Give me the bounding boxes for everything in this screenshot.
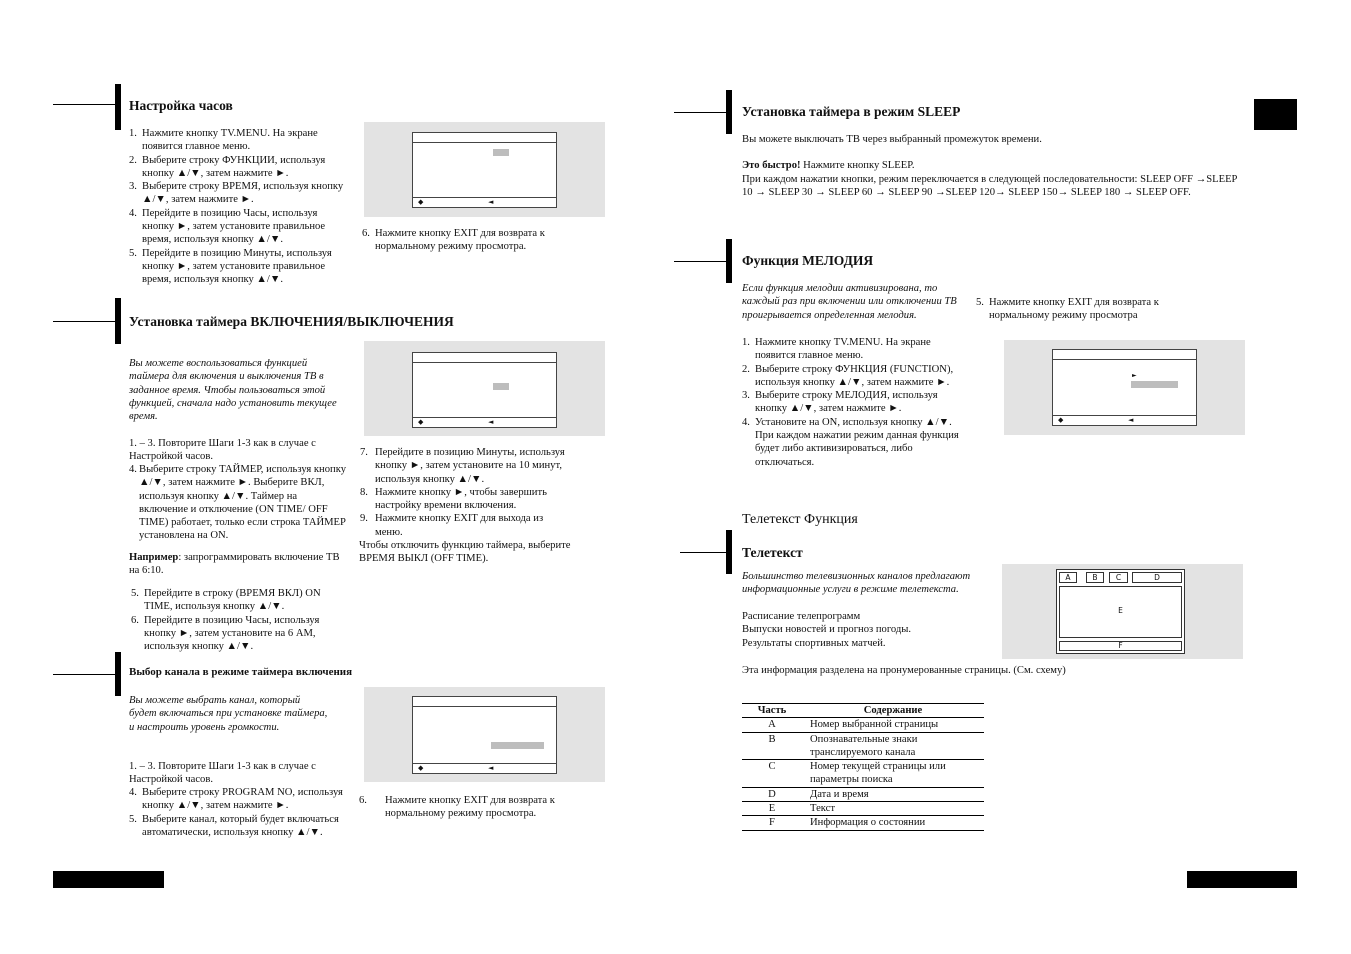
list-item: Расписание телепрограмм bbox=[742, 611, 861, 622]
sleep-quick: Это быстро! Нажмите кнопку SLEEP. bbox=[742, 160, 915, 171]
screen-illustration bbox=[364, 687, 605, 782]
teletext-part-e: E bbox=[1059, 586, 1182, 638]
list-item: 5. Перейдите в строку (ВРЕМЯ ВКЛ) ON TIME, используя кнопку ▲/▼. bbox=[131, 588, 321, 613]
teletext-title: Телетекст bbox=[742, 545, 803, 560]
screen-illustration bbox=[364, 122, 605, 217]
column-header: Содержание bbox=[802, 704, 984, 718]
table-row: C Номер текущей страницы или параметры поиска bbox=[742, 760, 984, 788]
timer-off-note: Чтобы отключить функцию таймера, выберите ВРЕМЯ ВЫКЛ (OFF TIME). bbox=[359, 540, 571, 565]
table-row: A Номер выбранной страницы bbox=[742, 718, 984, 732]
channel-steps bbox=[129, 786, 347, 839]
teletext-section-heading: Телетекст Функция bbox=[742, 512, 858, 527]
table-row: E Текст bbox=[742, 802, 984, 816]
list-item: 3. Выберите строку ВРЕМЯ, используя кнопку ▲/▼, затем нажмите ►. bbox=[129, 181, 344, 206]
updown-icon: ◆ bbox=[1058, 416, 1064, 424]
selected-value bbox=[1131, 381, 1178, 388]
clock-step6 bbox=[362, 227, 562, 254]
timer-steps-7-9 bbox=[360, 446, 572, 539]
timer-example: Например: запрограммировать включение ТВ на 6:10. bbox=[129, 552, 340, 577]
list-item: 6. Нажмите кнопку EXIT для возврата к нормальному режиму просмотра. bbox=[362, 228, 545, 253]
section-marker bbox=[115, 84, 121, 130]
table-row: F Информация о состоянии bbox=[742, 816, 984, 830]
teletext-parts-table bbox=[742, 703, 984, 831]
list-item: 4. Установите на ON, используя кнопку ▲/▼. При каждом нажатии режим данная функция будет либо активизироваться, либо отключаться. bbox=[742, 416, 959, 468]
left-arrow-icon: ◄ bbox=[488, 198, 494, 206]
section-rule bbox=[53, 104, 115, 105]
teletext-pages-note: Эта информация разделена на пронумерованные страницы. (См. схему) bbox=[742, 665, 1066, 676]
clock-title: Настройка часов bbox=[129, 98, 233, 113]
teletext-part-f: F bbox=[1059, 641, 1182, 651]
section-marker bbox=[726, 239, 732, 283]
teletext-part-b: B bbox=[1086, 572, 1104, 583]
teletext-services bbox=[742, 610, 997, 650]
screen-illustration bbox=[1004, 340, 1245, 435]
section-rule bbox=[674, 261, 726, 262]
timer-step4 bbox=[129, 463, 347, 543]
channel-title: Выбор канала в режиме таймера включения bbox=[129, 666, 353, 678]
channel-steps-1-3: 1. – 3. Повторите Шаги 1-3 как в случае с Настройкой часов. bbox=[129, 761, 316, 786]
right-arrow-icon: ► bbox=[1132, 372, 1137, 379]
teletext-diagram bbox=[1002, 564, 1243, 659]
updown-icon: ◆ bbox=[418, 764, 424, 772]
list-item: 3. Выберите строку МЕЛОДИЯ, используя кнопку ▲/▼, затем нажмите ►. bbox=[742, 390, 938, 415]
melody-steps bbox=[742, 336, 966, 469]
melody-intro: Если функция мелодии активизирована, то каждый раз при включении или отключении ТВ проигрывается определенная мелодия. bbox=[742, 283, 957, 321]
selected-value bbox=[493, 149, 509, 156]
sleep-intro: Вы можете выключать ТВ через выбранный промежуток времени. bbox=[742, 134, 1042, 145]
section-marker bbox=[726, 90, 732, 134]
selected-value bbox=[493, 383, 509, 390]
list-item: 2. Выберите строку ФУНКЦИИ, используя кнопку ▲/▼, затем нажмите ►. bbox=[129, 154, 326, 179]
section-marker bbox=[115, 652, 121, 696]
timer-intro: Вы можете воспользоваться функцией таймера для включения и выключения ТВ в заданное время. Чтобы пользоваться этой функцией, сначала надо установить текущее время. bbox=[129, 358, 337, 423]
updown-icon: ◆ bbox=[418, 198, 424, 206]
section-marker bbox=[726, 530, 732, 574]
tv-menu-screen bbox=[1052, 349, 1197, 426]
table-row: D Дата и время bbox=[742, 787, 984, 801]
section-rule bbox=[53, 674, 115, 675]
left-arrow-icon: ◄ bbox=[488, 764, 494, 772]
list-item: 8. Нажмите кнопку ►, чтобы завершить настройку времени включения. bbox=[360, 486, 547, 512]
list-item: Результаты спортивных матчей. bbox=[742, 637, 886, 649]
list-item: 5. Выберите канал, который будет включаться автоматически, используя кнопку ▲/▼. bbox=[129, 813, 339, 838]
tv-menu-screen bbox=[412, 696, 557, 774]
tv-menu-screen bbox=[412, 132, 557, 208]
list-item: 1. Нажмите кнопку TV.MENU. На экране появится главное меню. bbox=[742, 337, 931, 362]
list-item: 2. Выберите строку ФУНКЦИЯ (FUNCTION), используя кнопку ▲/▼, затем нажмите ►. bbox=[742, 363, 954, 388]
list-item: Выпуски новостей и прогноз погоды. bbox=[742, 624, 912, 636]
table-header bbox=[742, 704, 984, 718]
melody-step5 bbox=[976, 296, 1191, 323]
list-item: 4. Выберите строку PROGRAM NO, используя кнопку ▲/▼, затем нажмите ►. bbox=[129, 787, 343, 812]
list-item: 1. Нажмите кнопку TV.MENU. На экране появится главное меню. bbox=[129, 128, 318, 153]
list-item: 6. Нажмите кнопку EXIT для возврата к нормальному режиму просмотра. bbox=[359, 795, 555, 820]
clock-steps bbox=[129, 127, 347, 287]
channel-intro: Вы можете выбрать канал, который будет включаться при установке таймера, и настроить уровень громкости. bbox=[129, 695, 328, 733]
timer-title: Установка таймера ВКЛЮЧЕНИЯ/ВЫКЛЮЧЕНИЯ bbox=[129, 314, 454, 329]
list-item: 9. Нажмите кнопку EXIT для выхода из меню. bbox=[360, 513, 544, 538]
page-tab-marker bbox=[1254, 99, 1297, 130]
tv-menu-screen bbox=[412, 352, 557, 428]
timer-steps-1-3: 1. – 3. Повторите Шаги 1-3 как в случае с Настройкой часов. bbox=[129, 438, 316, 463]
teletext-part-d: D bbox=[1132, 572, 1182, 583]
teletext-part-c: C bbox=[1109, 572, 1128, 583]
timer-steps-5-6 bbox=[131, 587, 346, 653]
melody-title: Функция МЕЛОДИЯ bbox=[742, 253, 874, 268]
column-header: Часть bbox=[742, 704, 802, 718]
screen-illustration bbox=[364, 341, 605, 436]
page-number-bar bbox=[1187, 871, 1297, 888]
channel-step6 bbox=[359, 794, 584, 821]
section-rule bbox=[53, 321, 115, 322]
sleep-sequence: При каждом нажатии кнопки, режим переключается в следующей последовательности: SLEEP OFF →SLEEP 10 → SLEEP 30 → SLEEP 60 → SLEEP 90 →SLEEP 120→ SLEEP 150→ SLEEP 180 → SLEEP OFF. bbox=[742, 174, 1238, 199]
sleep-title: Установка таймера в режим SLEEP bbox=[742, 104, 961, 119]
table-row: B Опознавательные знаки транслируемого канала bbox=[742, 732, 984, 760]
selected-value bbox=[491, 742, 544, 749]
list-item: 5. Нажмите кнопку EXIT для возврата к нормальному режиму просмотра bbox=[976, 297, 1159, 322]
list-item: 6. Перейдите в позицию Часы, используя кнопку ►, затем установите на 6 AM, используя кнопку ▲/▼. bbox=[131, 614, 320, 653]
page-number-bar bbox=[53, 871, 164, 888]
list-item: 4. Перейдите в позицию Часы, используя кнопку ►, затем установите правильное время, используя кнопку ▲/▼. bbox=[129, 207, 326, 246]
section-marker bbox=[115, 298, 121, 344]
list-item: 7. Перейдите в позицию Минуты, используя кнопку ►, затем установите на 10 минут, используя кнопку ▲/▼. bbox=[360, 447, 565, 485]
left-arrow-icon: ◄ bbox=[488, 418, 494, 426]
teletext-intro: Большинство телевизионных каналов предлагают информационные услуги в режиме телетекста. bbox=[742, 571, 971, 596]
section-rule bbox=[680, 552, 726, 553]
list-item: 4. Выберите строку ТАЙМЕР, используя кнопку ▲/▼, затем нажмите ►. Выберите ВКЛ, используя кнопку ▲/▼. Таймер на включение и отключение (ON TIME/ OFF TIME) работает, только если строка ТАЙМЕР установлена на ON. bbox=[129, 464, 346, 542]
updown-icon: ◆ bbox=[418, 418, 424, 426]
teletext-part-a: A bbox=[1059, 572, 1077, 583]
section-rule bbox=[674, 112, 726, 113]
list-item: 5. Перейдите в позицию Минуты, используя кнопку ►, затем установите правильное время, используя кнопку ▲/▼. bbox=[129, 247, 332, 286]
left-arrow-icon: ◄ bbox=[1128, 416, 1134, 424]
